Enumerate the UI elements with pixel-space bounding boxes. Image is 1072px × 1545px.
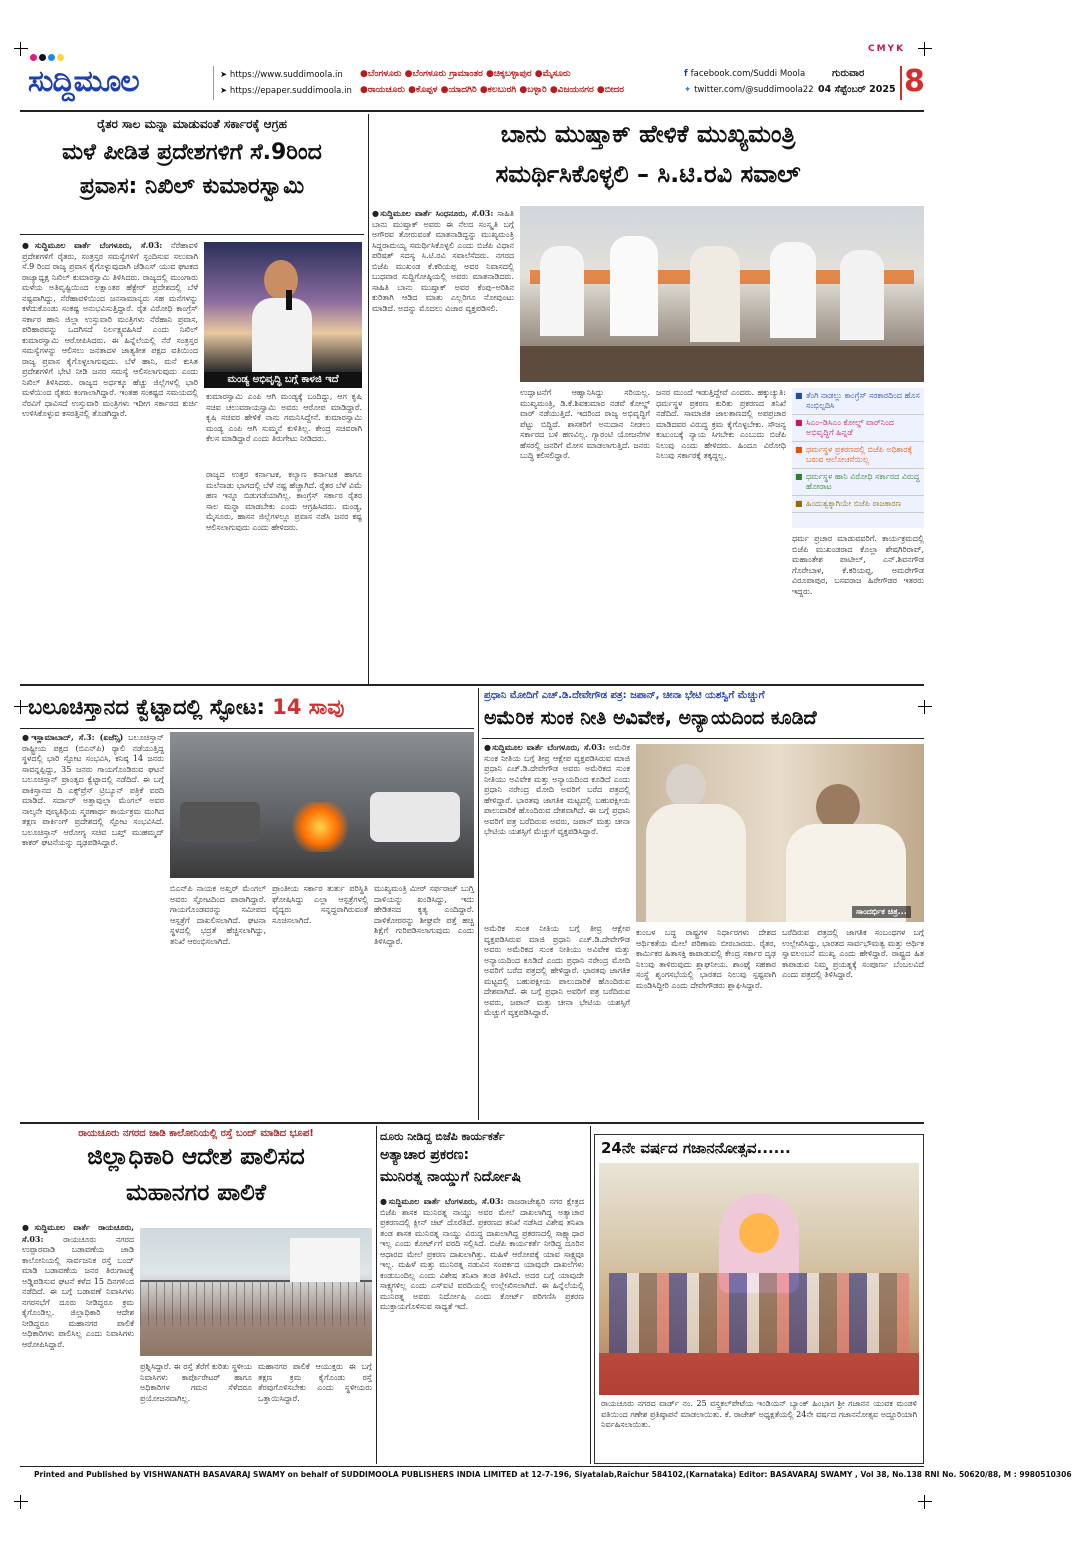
page-number: 8: [904, 64, 925, 99]
story-devegowda-letter: [482, 688, 924, 1120]
story-headline-line2: ಮುನಿರತ್ನ ನಾಯ್ಡುಗೆ ನಿರ್ದೋಷಿ: [380, 1169, 522, 1185]
twitter-link[interactable]: ✦ twitter.com/@suddimoola22: [684, 85, 814, 95]
modi-devegowda-photo: [636, 744, 924, 922]
story-headline: ಅಮೆರಿಕ ಸುಂಕ ನೀತಿ ಅವಿವೇಕ, ಅನ್ಯಾಯದಿಂದ ಕೂಡಿದೆ: [484, 707, 817, 729]
story-body-col1: ●ಸುದ್ದಿಮೂಲ ವಾರ್ತೆ ಸಿಂಧನೂರು, ಸೆ.03: ಸಾಹಿತಿ ಬಾನು ಮುಷ್ತಾಕ್ ಅವರು ಈ ನೆಲದ ಸಂಸ್ಕೃತಿ ಬಗ್ಗೆ ಅಗೌರವ ತೋರುವಂತೆ ಮಾತನಾಡಿದ್ದನ್ನು ಮುಖ್ಯಮಂತ್ರಿ ಸಿದ್ದರಾಮಯ್ಯ ಸಮರ್ಥಿಸಿಕೊಳ್ಳಲಿ ಎಂದು ಬಿಜೆಪಿ ವಿಧಾನ ಪರಿಷತ್ ಸದಸ್ಯ ಸಿ.ಟಿ.ರವಿ ಸವಾಲೆಸೆದರು. ನಗರದ ಬಿಜೆಪಿ ಮುಖಂಡ ಕೆ.ಕರಿಯಪ್ಪ ಅವರ ನಿವಾಸದಲ್ಲಿ ಬುಧವಾರ ಸುದ್ದಿಗೋಷ್ಠಿಯಲ್ಲಿ ಅವರು ಮಾತನಾಡಿದರು. ಸಾಹಿತಿ ಬಾನು ಮುಷ್ತಾಕ್ ಅವರ ಕೆಂಪು–ಅರಿಶಿನ ಕುರಿತಾಗಿ ಆಡಿದ ಮಾತು ಎಲ್ಲರಿಗೂ ನೋವುಂಟು ಮಾಡಿದೆ. ಅದನ್ನು ಮೊದಲು ವಿಚಾರ ವ್ಯಕ್ತಪಡಿಸಲಿ.: [372, 208, 514, 313]
issue-date: 04 ಸೆಪ್ಟೆಂಬರ್ 2025: [818, 84, 896, 95]
facebook-link[interactable]: f facebook.com/Suddi Moola: [684, 69, 806, 79]
story-body-col3: ಬರೆದಿರುವ ಪತ್ರದಲ್ಲಿ ಜಾಗತಿಕ ಸಂಬಂಧಗಳ ಬಗ್ಗೆ ಉಲ್ಲೇಖಿಸಿದ್ದು, ಭಾರತದ ಸಾರ್ವಭೌಮತ್ವ ಮತ್ತು ಆರ್ಥಿಕ ಸ್ವಾವಲಂಬನೆ ಮುಖ್ಯ ಎಂದು ಹೇಳಿದ್ದಾರೆ. ರಾಷ್ಟ್ರದ ಹಿತ ಕಾಪಾಡುವ ನಿಮ್ಮ ಪ್ರಯತ್ನಕ್ಕೆ ಸಂಪೂರ್ಣ ಬೆಂಬಲವಿದೆ ಎಂದು ಪತ್ರದಲ್ಲಿ ತಿಳಿಸಿದ್ದಾರೆ.: [782, 928, 924, 979]
story-kicker: ಪ್ರಧಾನಿ ಮೋದಿಗೆ ಎಚ್.ಡಿ.ದೇವೇಗೌಡ ಪತ್ರ: ಜಪಾನ್, ಚೀನಾ ಭೇಟಿ ಯಶಸ್ವಿಗೆ ಮೆಚ್ಚುಗೆ: [484, 690, 765, 701]
newspaper-logo: ಸುದ್ದಿಮೂಲ: [28, 64, 139, 99]
story-headline-line1: ಜಿಲ್ಲಾಧಿಕಾರಿ ಆದೇಶ ಪಾಲಿಸದ: [87, 1144, 305, 1170]
story-body-col2: ರಾಜ್ಯದ ಉತ್ತರ ಕರ್ನಾಟಕ, ಕಲ್ಯಾಣ ಕರ್ನಾಟಕ ಹಾಗೂ ಮಲೆನಾಡು ಭಾಗದಲ್ಲಿ ಬೆಳೆ ನಷ್ಟ ಹೆಚ್ಚಾಗಿದೆ. ರೈತರ ಬೆಳೆ ವಿಮೆ ಹಣ ಇನ್ನೂ ಬಿಡುಗಡೆಯಾಗಿಲ್ಲ. ಕಾಂಗ್ರೆಸ್ ಸರ್ಕಾರ ರೈತರ ಸಾಲ ಮನ್ನಾ ಮಾಡಬೇಕು ಎಂದು ಆಗ್ರಹಿಸಿದರು. ಮಂಡ್ಯ, ಮೈಸೂರು, ಹಾಸನ ಜಿಲ್ಲೆಗಳಲ್ಲೂ ಪ್ರವಾಸ ನಡೆಸಿ ಜನರ ಕಷ್ಟ ಆಲಿಸಲಾಗುವುದು ಎಂದು ಹೇಳಿದರು.: [206, 470, 362, 532]
photo-caption: ರಾಯಚೂರು ನಗರದ ವಾರ್ಡ್ ನಂ. 25 ವಸ್ತ್ರಕಲ್‌ಪೇಟೆಯ ಇಂಡಿಯನ್ ಬ್ಯಾಂಕ್ ಹಿಂಭಾಗ ಶ್ರೀ ಗಜಾನನ ಯುವಕ ಮಂಡಳಿ ವತಿಯಿಂದ ಗಣೇಶ ಪ್ರತಿಷ್ಠಾಪನೆ ಮಾಡಲಾಯಿತು. ಕೆ. ರಾಜೇಶ್ ಅಧ್ಯಕ್ಷತೆಯಲ್ಲಿ 24ನೇ ವರ್ಷದ ಗಜಾನನೋತ್ಸವ ಅದ್ದೂರಿಯಾಗಿ ನಿರ್ವಹಿಸಲಾಯಿತು.: [601, 1399, 917, 1429]
highlight-item: ■ ಧರ್ಮಸ್ಥಳ ಪ್ರಕರಣದಲ್ಲಿ ಬಿಜೆಪಿ ಅಧಿಕಾರಕ್ಕೆ ಬರುವ ಆಲೋಚನೆಯಿಲ್ಲ: [792, 442, 924, 469]
story-body-col4: ಧರ್ಮ ಪ್ರಚಾರ ಮಾಡುವವರಿಗೆ. ಕಾರ್ಯಕ್ರಮದಲ್ಲಿ ಬಿಜೆಪಿ ಮುಖಂಡರಾದ ಕೊಲ್ಲಾ ಶೇಷಗಿರಿರಾವ್, ಮಹಾಂತೇಶ ಪಾಟೀಲ್, ಎನ್.ಶಿವನಗೌಡ ಗೊರೇಬಾಳ, ಕೆ.ಕರಿಯಪ್ಪ, ಅಮರೇಗೌಡ ವಿರೂಪಾಪುರ, ಬಸವರಾಜ ಹಿರೇಗೌಡರ ಇತರರು ಇದ್ದರು.: [792, 534, 924, 596]
highlight-item: ■ ಸಿಎಂ–ಡಿಸಿಎಂ ಕೋಲ್ಡ್ ವಾರ್‌ನಿಂದ ಅಭಿವೃದ್ಧಿಗೆ ಹಿನ್ನಡೆ: [792, 415, 924, 442]
story-body-col2: ಕುಂಬಳ ಬದ್ಧ ರಾಷ್ಟ್ರಗಳ ನಿರ್ಧಾರಗಳು ದೇಶದ ಆರ್ಥಿಕತೆಯ ಮೇಲೆ ಪರಿಣಾಮ ಬೀರಬಾರದು. ರೈತರ, ಕಾರ್ಮಿಕರ ಹಿತಾಸಕ್ತಿ ಕಾಪಾಡುವಲ್ಲಿ ಕೇಂದ್ರ ಸರ್ಕಾರ ದೃಢ ನಿಲುವು ತಾಳಿರುವುದು ಶ್ಲಾಘನೀಯ. ಶಾಂಘೈ ಸಹಕಾರ ಸಂಸ್ಥೆ ಶೃಂಗಸಭೆಯಲ್ಲಿ ಭಾರತದ ನಿಲುವು ಸ್ಪಷ್ಟವಾಗಿ ಮಂಡಿಸಿದ್ದೀರಿ ಎಂದು ದೇವೇಗೌಡರು ಶ್ಲಾಘಿಸಿದ್ದಾರೆ.: [636, 928, 776, 990]
nikhil-photo: [204, 242, 362, 372]
highlights-sidebar: [792, 388, 924, 528]
highlight-item: ■ ಧರ್ಮಸ್ಥಳ ಹಾನಿ ವಿರೋಧಿ ಸರ್ಕಾರದ ವಿರುದ್ಧ ಹೋರಾಟ: [792, 469, 924, 496]
story-body-col3: ಜನರ ಮುಂದೆ ಇಡುತ್ತಿದ್ದೇವೆ ಎಂದರು. ಹಕ್ಕುಚ್ಯುತಿ: ಧರ್ಮಸ್ಥಳ ಪ್ರಕರಣ ಕುರಿತು ಪ್ರಕರಣದ ತನಿಖೆ ನಡೆದಿದೆ. ಸಾಮಾಜಿಕ ಜಾಲತಾಣದಲ್ಲಿ ಅಪಪ್ರಚಾರ ಮಾಡಿದವರ ವಿರುದ್ಧ ಕ್ರಮ ಕೈಗೊಳ್ಳಬೇಕು. ಸೌಜನ್ಯ ಕುಟುಂಬಕ್ಕೆ ನ್ಯಾಯ ಸಿಗಬೇಕು ಎಂಬುದು ಬಿಜೆಪಿ ನಿಲುವು ಎಂದು ಹೇಳಿದರು. ಹಿಂದೂ ವಿರೋಧಿ ನಿಲುವು ಸರ್ಕಾರಕ್ಕೆ ತಕ್ಕದ್ದಲ್ಲ.: [656, 388, 786, 460]
masthead: [20, 62, 924, 106]
printer-imprint: Printed and Published by VISHWANATH BASAVARAJ SWAMY on behalf of SUDDIMOOLA PUBLISHERS INDIA LIMITED at 12-7-196, Siyatalab,Raichur 584102,(Karnataka) Editor: BASAVARAJ SWAMY , Vol 38, No.138 RNI No. 50620/88, M : 9980510306: [34, 1470, 1072, 1479]
story-munirathna: [380, 1126, 586, 1464]
story-kicker: ರಾಯಚೂರು ನಗರದ ಜಾಡಿ ಕಾಲೋನಿಯಲ್ಲಿ ರಸ್ತೆ ಬಂದ್ ಮಾಡಿದ ಭೂಪ!: [78, 1128, 314, 1139]
highlight-item: ■ ಹಿಂದುತ್ವಕ್ಕಾಗಿಯೇ ಬಿಜೆಪಿ ರಾಜಕಾರಣ: [792, 496, 924, 513]
story-headline: ಬಲೂಚಿಸ್ತಾನದ ಕ್ವೆಟ್ಟಾದಲ್ಲಿ ಸ್ಫೋಟ: 14 ಸಾವು: [28, 695, 345, 719]
story-body-col1: ●ಸುದ್ದಿಮೂಲ ವಾರ್ತೆ ಬೆಂಗಳೂರು, ಸೆ.03: ನೆರೆಹಾವಳಿ ಪ್ರದೇಶಗಳಿಗೆ ರೈತರು, ಸಂತ್ರಸ್ತರ ಸಮಸ್ಯೆಗಳಿಗೆ ಸ್ಪಂದಿಸುವ ಸಲುವಾಗಿ ಸೆ.9 ರಿಂದ ರಾಜ್ಯ ಪ್ರವಾಸ ಕೈಗೊಳ್ಳುವುದಾಗಿ ಜೆಡಿಎಸ್ ಯುವ ಘಟಕದ ರಾಜ್ಯಾಧ್ಯಕ್ಷ ನಿಖಿಲ್ ಕುಮಾರಸ್ವಾಮಿ ತಿಳಿಸಿದರು. ರಾಜ್ಯದಲ್ಲಿ ಮುಂಗಾರು ಮಳೆಯ ಅತಿವೃಷ್ಟಿಯಿಂದ ಲಕ್ಷಾಂತರ ಹೆಕ್ಟೇರ್ ಪ್ರದೇಶದಲ್ಲಿ ಬೆಳೆ ನಷ್ಟವಾಗಿದ್ದು, ನೆರೆಹಾವಳಿಯಿಂದ ಜನಸಾಮಾನ್ಯರು ಸಹ ಮನೆಗಳನ್ನು ಕಳೆದುಕೊಂಡು ಸಂಕಷ್ಟ ಅನುಭವಿಸುತ್ತಿದ್ದಾರೆ. ರೈತ ವಿರೋಧಿ ಕಾಂಗ್ರೆಸ್ ಸರ್ಕಾರ ಹಾನಿ ಜಿಲ್ಲಾ ಉಸ್ತುವಾರಿ ಮಂತ್ರಿಗಳು ನೆರೆಹಾನಿ ಪ್ರವಾಸ, ಪರಿಹಾರವನ್ನು ಒದಗಿಸದೆ ನಿರ್ಲಕ್ಷ್ಯವಹಿಸಿದೆ ಎಂದು ನಿಖಿಲ್ ಕುಮಾರಸ್ವಾಮಿ ಆರೋಪಿಸಿದರು. ಈ ಹಿನ್ನೆಲೆಯಲ್ಲಿ ನೆರೆ ಸಂತ್ರಸ್ತರ ಸಮಸ್ಯೆಗಳನ್ನು ಆಲಿಸಲು ಜನತಾದಳ ಜಾತ್ಯತೀತ ಪಕ್ಷದ ವತಿಯಿಂದ ರಾಜ್ಯ ಪ್ರವಾಸ ಕೈಗೊಳ್ಳಲಾಗುವುದು. ಬೆಳೆ ಹಾನಿ, ಮನೆ ಕುಸಿತ ಪ್ರದೇಶಗಳಿಗೆ ಭೇಟಿ ನೀಡಿ ಜನರ ಸಮಸ್ಯೆ ಆಲಿಸಲಾಗುವುದು ಎಂದು ನಿಖಿಲ್ ತಿಳಿಸಿದರು. ರಾಜ್ಯದ ಅರ್ಧಕ್ಕೂ ಹೆಚ್ಚು ಜಿಲ್ಲೆಗಳಲ್ಲಿ ಭಾರಿ ಮಳೆಯಿಂದ ರೈತರು ಕಂಗಾಲಾಗಿದ್ದಾರೆ. ಇಂತಹ ಸಂಕಷ್ಟದ ಸಮಯದಲ್ಲಿ ನೆರವಿಗೆ ಧಾವಿಸದೆ ಉಸ್ತುವಾರಿ ಮಂತ್ರಿಗಳು ಇದೀಗ ಸರ್ಕಾರದ ಕುರ್ಚಿ ಉಳಿಸಿಕೊಳ್ಳುವ ಕಸರತ್ತಿನಲ್ಲಿ ತೊಡಗಿದ್ದಾರೆ.: [22, 240, 199, 418]
registration-mark-tr: [918, 42, 932, 56]
cmyk-label: CMYK: [868, 44, 906, 54]
story-ct-ravi: [372, 114, 924, 682]
story-body-col3: ಪ್ರಾಂತೀಯ ಸರ್ಕಾರ ತುರ್ತು ಪರಿಸ್ಥಿತಿ ಘೋಷಿಸಿದ್ದು ಎಲ್ಲಾ ಆಸ್ಪತ್ರೆಗಳಲ್ಲಿ ವೈದ್ಯರು ಸನ್ನದ್ಧರಾಗಿರುವಂತೆ ಸೂಚಿಸಲಾಗಿದೆ.: [272, 884, 368, 925]
website-link-epaper[interactable]: ➤ https://epaper.suddimoola.in: [220, 86, 352, 96]
highlight-item: ■ ತೆಂಗಿ ನಾಡಲ್ಲು ಕಾಂಗ್ರೆಸ್ ಸರಕಾರದಿಂದ ಹೊಸ ಸಂಭಿಲ್ಪದಿಸಿ: [792, 388, 924, 415]
story-body-col1: ●ಸುದ್ದಿಮೂಲ ವಾರ್ತೆ ರಾಯಚೂರು, ಸೆ.03: ರಾಯಚೂರು ನಗರದ ಉಪ್ಪಾರವಾಡಿ ಬಡಾವಣೆಯ ಜಾಡಿ ಕಾಲೋನಿಯಲ್ಲಿ ಸಾರ್ವಜನಿಕ ರಸ್ತೆ ಬಂದ್ ಮಾಡಿ ಬಡಾವಣೆಯ ಜನರ ತಿರುಗಾಟಕ್ಕೆ ಅಡ್ಡಿಪಡಿಸುವ ಘಟನೆ ಕಳೆದ 15 ದಿನಗಳಿಂದ ನಡೆದಿದೆ. ಈ ಬಗ್ಗೆ ಬಡಾವಣೆ ನಿವಾಸಿಗಳು ನಗರಸಭೆಗೆ ದೂರು ನೀಡಿದ್ದರೂ ಕ್ರಮ ಕೈಗೊಂಡಿಲ್ಲ. ಜಿಲ್ಲಾಧಿಕಾರಿ ಆದೇಶ ನೀಡಿದ್ದರೂ ಮಹಾನಗರ ಪಾಲಿಕೆ ಅಧಿಕಾರಿಗಳು ಪಾಲಿಸಿಲ್ಲ ಎಂದು ನಿವಾಸಿಗಳು ಆರೋಪಿಸಿದ್ದಾರೆ.: [22, 1222, 134, 1349]
facebook-icon: f: [684, 69, 691, 79]
story-body-col1: ●ಸುದ್ದಿಮೂಲ ವಾರ್ತೆ ಬೆಂಗಳೂರು, ಸೆ.03: ಅಮೆರಿಕ ಸುಂಕ ನೀತಿಯ ಬಗ್ಗೆ ತೀವ್ರ ಆಕ್ಷೇಪ ವ್ಯಕ್ತಪಡಿಸಿರುವ ಮಾಜಿ ಪ್ರಧಾನಿ ಎಚ್.ಡಿ.ದೇವೇಗೌಡ ಅವರು ಅಮೆರಿಕದ ಸುಂಕ ನೀತಿಯು ಅವಿವೇಕ ಮತ್ತು ಅನ್ಯಾಯದಿಂದ ಕೂಡಿದೆ ಎಂದು ಪ್ರಧಾನಿ ನರೇಂದ್ರ ಮೋದಿ ಅವರಿಗೆ ಬರೆದ ಪತ್ರದಲ್ಲಿ ಹೇಳಿದ್ದಾರೆ. ಭಾರತವು ಜಾಗತಿಕ ಮಟ್ಟದಲ್ಲಿ ಬಹುಪಕ್ಷೀಯ ಪಾಲುದಾರಿಕೆ ಹೊಂದಿರುವ ದೇಶವಾಗಿದೆ. ಈ ಬಗ್ಗೆ ಪ್ರಧಾನಿ ಅವರಿಗೆ ಪತ್ರ ಬರೆದಿರುವ ಅವರು, ಜಪಾನ್ ಮತ್ತು ಚೀನಾ ಭೇಟಿಯ ಯಶಸ್ಸಿಗೆ ಮೆಚ್ಚುಗೆ ವ್ಯಕ್ತಪಡಿಸಿದ್ದಾರೆ.: [484, 742, 631, 836]
issue-day: ಗುರುವಾರ: [832, 68, 865, 79]
ganesha-group-photo: [599, 1163, 919, 1395]
story-headline-line1: ಬಾನು ಮುಷ್ತಾಕ್ ಹೇಳಿಕೆ ಮುಖ್ಯಮಂತ್ರಿ: [500, 120, 796, 148]
registration-mark-bl: [14, 1495, 28, 1509]
story-body-col2: ಬಿಎನ್‌ಪಿ ನಾಯಕ ಅಖ್ತರ್ ಮೆಂಗಲ್ ಅವರು ಸ್ಫೋಟದಿಂದ ಪಾರಾಗಿದ್ದಾರೆ. ಗಾಯಗೊಂಡವರನ್ನು ಸಮೀಪದ ಆಸ್ಪತ್ರೆಗೆ ದಾಖಲಿಸಲಾಗಿದೆ. ಘಟನಾ ಸ್ಥಳದಲ್ಲಿ ಭದ್ರತೆ ಹೆಚ್ಚಿಸಲಾಗಿದ್ದು, ತನಿಖೆ ಆರಂಭಿಸಲಾಗಿದೆ.: [170, 884, 266, 946]
story-kicker: ದೂರು ನೀಡಿದ್ದ ಬಿಜೆಪಿ ಕಾರ್ಯಕರ್ತೆ: [380, 1130, 505, 1143]
story-headline-line2: ಸಮರ್ಥಿಸಿಕೊಳ್ಳಲಿ – ಸಿ.ಟಿ.ರವಿ ಸವಾಲ್: [495, 160, 801, 188]
twitter-icon: ✦: [684, 85, 695, 95]
road-fence-photo: [140, 1228, 372, 1356]
arrow-icon: ➤: [220, 86, 230, 96]
story-body-col4: ಮುಖ್ಯಮಂತ್ರಿ ಮೀರ್ ಸರ್ಫರಾಜ್ ಬುಗ್ತಿ ದಾಳಿಯನ್ನು ಖಂಡಿಸಿದ್ದು, ಇದು ಹೇಡಿತನದ ಕೃತ್ಯ ಎಂದಿದ್ದಾರೆ. ದಾಳಿಕೋರರನ್ನು ಶೀಘ್ರವೇ ಪತ್ತೆ ಹಚ್ಚಿ ಶಿಕ್ಷೆಗೆ ಗುರಿಪಡಿಸಲಾಗುವುದು ಎಂದು ತಿಳಿಸಿದ್ದಾರೆ.: [374, 884, 474, 946]
story-body-col2: ಪ್ರಶ್ನಿಸಿದ್ದಾರೆ. ಈ ರಸ್ತೆ ತೆರೆಗೆ ಕುರಿತು ಸ್ಥಳೀಯ ನಿವಾಸಿಗಳು ಕಾರ್ಪೊರೇಟರ್ ಹಾಗೂ ಅಧಿಕಾರಿಗಳ ಗಮನ ಸೆಳೆದರೂ ಪ್ರಯೋಜನವಾಗಿಲ್ಲ.: [140, 1362, 252, 1403]
story-raichur-road: [20, 1126, 372, 1464]
story-nikhil: [20, 114, 364, 682]
registration-mark-br: [918, 1495, 932, 1509]
story-ganeshotsava: [594, 1134, 924, 1464]
story-headline-line1: ಮಳೆ ಪೀಡಿತ ಪ್ರದೇಶಗಳಿಗೆ ಸೆ.9ರಿಂದ: [62, 140, 322, 165]
story-body: ●ಸುದ್ದಿಮೂಲ ವಾರ್ತೆ ಬೆಂಗಳೂರು, ಸೆ.03: ರಾಜರಾಜೇಶ್ವರಿ ನಗರ ಕ್ಷೇತ್ರದ ಬಿಜೆಪಿ ಶಾಸಕ ಮುನಿರತ್ನ ನಾಯ್ಡು ಅವರ ಮೇಲೆ ದಾಖಲಾಗಿದ್ದ ಅತ್ಯಾಚಾರ ಪ್ರಕರಣದಲ್ಲಿ ಕ್ಲೀನ್ ಚಿಟ್ ದೊರೆತಿದೆ. ಪ್ರಕರಣದ ತನಿಖೆ ನಡೆಸಿದ ವಿಶೇಷ ತನಿಖಾ ತಂಡ ಶಾಸಕ ಮುನಿರತ್ನ ನಾಯ್ಡು ವಿರುದ್ಧ ದಾಖಲಾಗಿದ್ದ ಪ್ರಕರಣದಲ್ಲಿ ಸಾಕ್ಷ್ಯಾಧಾರ ಇಲ್ಲ ಎಂದು ಕೋರ್ಟ್‌ಗೆ ವರದಿ ಸಲ್ಲಿಸಿದೆ. ಬಿಜೆಪಿ ಕಾರ್ಯಕರ್ತೆ ನೀಡಿದ್ದ ದೂರಿನ ಆಧಾರದ ಮೇಲೆ ಪ್ರಕರಣ ದಾಖಲಾಗಿತ್ತು. ಮಹಿಳೆ ಆರೋಪಕ್ಕೆ ಯಾವ ಸಾಕ್ಷ್ಯವೂ ಇಲ್ಲ. ಮಹಿಳೆ ಮತ್ತು ಮುನಿರತ್ನ ನಡುವಿನ ಸಂಪರ್ಕದ ಯಾವುದೇ ದಾಖಲೆಗಳು ಕಂಡುಬಂದಿಲ್ಲ ಎಂದು ವಿಶೇಷ ತನಿಖಾ ತಂಡ ತಿಳಿಸಿದೆ. ಅದರ ಬಗ್ಗೆ ಯಾವುದೇ ಸಾಕ್ಷ್ಯಗಳಿಲ್ಲ ಎಂದು ಎಸ್‌ಐಟಿ ವರದಿಯಲ್ಲಿ ಉಲ್ಲೇಖಿಸಲಾಗಿದೆ. ಈ ಹಿನ್ನೆಲೆಯಲ್ಲಿ ಮುನಿರತ್ನ ಅವರು ನಿರ್ದೋಷಿ ಎಂದು ಕೋರ್ಟ್ ಪರಿಗಣಿಸಿ ಪ್ರಕರಣ ಮುಕ್ತಾಯಗೊಳಿಸುವ ಸಾಧ್ಯತೆ ಇದೆ.: [380, 1196, 584, 1311]
story-body-col1: ●ಇಸ್ಲಾಮಾಬಾದ್, ಸೆ.3: (ಏಜೆನ್ಸಿ) ಬಲೂಚಿಸ್ತಾನ್ ರಾಷ್ಟ್ರೀಯ ಪಕ್ಷದ (ಬಿಎನ್‌ಪಿ) ರ‍್ಯಾಲಿ ನಡೆಯುತ್ತಿದ್ದ ಸ್ಥಳದಲ್ಲಿ ಭಾರಿ ಸ್ಫೋಟ ಸಂಭವಿಸಿ, ಕನಿಷ್ಠ 14 ಜನರು ಸಾವನ್ನಪ್ಪಿದ್ದು, 35 ಜನರು ಗಾಯಗೊಂಡಿರುವ ಘಟನೆ ಬಲೂಚಿಸ್ತಾನ್ ಪ್ರಾಂತ್ಯದ ಕ್ವೆಟ್ಟಾದಲ್ಲಿ ನಡೆದಿದೆ. ಈ ಬಗ್ಗೆ ಪಾಕಿಸ್ತಾನದ ದಿ ಎಕ್ಸ್‌ಪ್ರೆಸ್ ಟ್ರಿಬ್ಯೂನ್ ಪತ್ರಿಕೆ ವರದಿ ಮಾಡಿದೆ. ಸರ್ದಾರ್ ಅತ್ತಾವುಲ್ಲಾ ಮೆಂಗಲ್ ಅವರ ನಾಲ್ಕನೇ ಪುಣ್ಯತಿಥಿಯ ಸ್ಮರಣಾರ್ಥ ಕಾರ್ಯಕ್ರಮ ಮುಗಿದ ತಕ್ಷಣ ಪಾರ್ಕಿಂಗ್ ಪ್ರದೇಶದಲ್ಲಿ ಸ್ಫೋಟ ಸಂಭವಿಸಿದೆ. ಬಲೂಚಿಸ್ತಾನ್ ಆರೋಗ್ಯ ಸಚಿವ ಬಖ್ತ್ ಮುಹಮ್ಮದ್ ಕಾಕರ್ ಘಟನೆಯನ್ನು ದೃಢಪಡಿಸಿದ್ದಾರೆ.: [22, 732, 164, 847]
story-kicker: ರೈತರ ಸಾಲ ಮನ್ನಾ ಮಾಡುವಂತೆ ಸರ್ಕಾರಕ್ಕೆ ಆಗ್ರಹ: [97, 117, 287, 131]
story-body-col2: ಉದ್ಘಾಟನೆಗೆ ಆಹ್ವಾನಿಸಿದ್ದು ಸರಿಯಲ್ಲ. ಮುಖ್ಯಮಂತ್ರಿ, ಡಿ.ಕೆ.ಶಿವಕುಮಾರ ನಡವೆ ಕೋಲ್ಡ್ ವಾರ್ ನಡೆಯುತ್ತಿದೆ. ಇದರಿಂದ ರಾಜ್ಯ ಅಭಿವೃದ್ಧಿಗೆ ಪೆಟ್ಟು ಬಿದ್ದಿದೆ. ಶಾಸಕರಿಗೆ ಅನುದಾನ ನೀಡಲು ಸರ್ಕಾರದ ಬಳಿ ಹಣವಿಲ್ಲ. ಗ್ಯಾರಂಟಿ ಯೋಜನೆಗಳ ಹೆಸರಲ್ಲಿ ಜನರಿಗೆ ಮೋಸ ಮಾಡಲಾಗುತ್ತಿದೆ. ಜನರು ಬುದ್ಧಿ ಕಲಿಸಲಿದ್ದಾರೆ.: [520, 388, 650, 460]
story-quetta-blast: [20, 688, 474, 1120]
story-headline: 24ನೇ ವರ್ಷದ ಗಜಾನನೋತ್ಸವ......: [601, 1139, 791, 1157]
story-body-col3: ಮಹಾನಗರ ಪಾಲಿಕೆ ಆಯುಕ್ತರು ಈ ಬಗ್ಗೆ ತಕ್ಷಣ ಕ್ರಮ ಕೈಗೊಂಡು ರಸ್ತೆ ತೆರವುಗೊಳಿಸಬೇಕು ಎಂದು ಸ್ಥಳೀಯರು ಒತ್ತಾಯಿಸಿದ್ದಾರೆ.: [258, 1362, 372, 1403]
nikhil-photo-caption: ಮಂಡ್ಯ ಅಭಿವೃದ್ಧಿ ಬಗ್ಗೆ ಕಾಳಜಿ ಇದೆ: [204, 372, 362, 388]
ct-ravi-photo: [520, 206, 924, 382]
blast-photo: [170, 732, 474, 878]
registration-mark-tl: [14, 42, 28, 56]
story-headline-line2: ಪ್ರವಾಸ: ನಿಖಿಲ್ ಕುಮಾರಸ್ವಾಮಿ: [79, 174, 305, 199]
arrow-icon: ➤: [220, 70, 230, 80]
editions-row-1: ●ಬೆಂಗಳೂರು ●ಬೆಂಗಳೂರು ಗ್ರಾಮಾಂತರ ●ಚಿಕ್ಕಬಳ್ಳಾಪುರ ●ಮೈಸೂರು: [360, 69, 571, 79]
editions-row-2: ●ರಾಯಚೂರು ●ಕೊಪ್ಪಳ ●ಯಾದಗಿರಿ ●ಕಲಬುರಗಿ ●ಬಳ್ಳಾರಿ ●ವಿಜಯನಗರ ●ಬೀದರ: [360, 85, 625, 95]
photo-caption: ಸಾಂದರ್ಭಿಕ ಚಿತ್ರ...: [852, 906, 911, 918]
website-link-main[interactable]: ➤ https://www.suddimoola.in: [220, 70, 343, 80]
story-headline-line1: ಅತ್ಯಾಚಾರ ಪ್ರಕರಣ:: [380, 1147, 470, 1163]
sub-story-text: ಕುಮಾರಸ್ವಾಮಿ ಎಂಪಿ ಆಗಿ ಮಂಡ್ಯಕ್ಕೆ ಬಂದಿದ್ದು, ಆಗ ಕೃಷಿ ಸಚಿವ ಚಲುವರಾಯಸ್ವಾಮಿ ಅವರು ಆರೋಪ ಮಾಡಿದ್ದಾರೆ. ಕೃಷಿ ಸಚಿವರ ಹೇಳಿಕೆ ನಾನು ಗಮನಿಸಿದ್ದೇನೆ. ಕುಮಾರಸ್ವಾಮಿ ಮಂಡ್ಯ ಎಂಪಿ ಆಗಿ ಸುಮ್ಮನೆ ಕುಳಿತಿಲ್ಲ. ಕೇಂದ್ರ ಸಚಿವರಾಗಿ ಕೆಲಸ ಮಾಡಿದ್ದಾರೆ ಎಂದು ತಿರುಗೇಟು ನೀಡಿದರು.: [206, 392, 362, 443]
story-body-col1-cont: ಅಮೆರಿಕ ಸುಂಕ ನೀತಿಯ ಬಗ್ಗೆ ತೀವ್ರ ಆಕ್ಷೇಪ ವ್ಯಕ್ತಪಡಿಸಿರುವ ಮಾಜಿ ಪ್ರಧಾನಿ ಎಚ್.ಡಿ.ದೇವೇಗೌಡ ಅವರು ಅಮೆರಿಕದ ಸುಂಕ ನೀತಿಯು ಅವಿವೇಕ ಮತ್ತು ಅನ್ಯಾಯದಿಂದ ಕೂಡಿದೆ ಎಂದು ಪ್ರಧಾನಿ ನರೇಂದ್ರ ಮೋದಿ ಅವರಿಗೆ ಬರೆದ ಪತ್ರದಲ್ಲಿ ಹೇಳಿದ್ದಾರೆ. ಭಾರತವು ಜಾಗತಿಕ ಮಟ್ಟದಲ್ಲಿ ಬಹುಪಕ್ಷೀಯ ಪಾಲುದಾರಿಕೆ ಹೊಂದಿರುವ ದೇಶವಾಗಿದೆ. ಈ ಬಗ್ಗೆ ಪ್ರಧಾನಿ ಅವರಿಗೆ ಪತ್ರ ಬರೆದಿರುವ ಅವರು, ಜಪಾನ್ ಮತ್ತು ಚೀನಾ ಭೇಟಿಯ ಯಶಸ್ಸಿಗೆ ಮೆಚ್ಚುಗೆ ವ್ಯಕ್ತಪಡಿಸಿದ್ದಾರೆ.: [484, 924, 630, 1017]
story-headline-line2: ಮಹಾನಗರ ಪಾಲಿಕೆ: [125, 1180, 267, 1206]
